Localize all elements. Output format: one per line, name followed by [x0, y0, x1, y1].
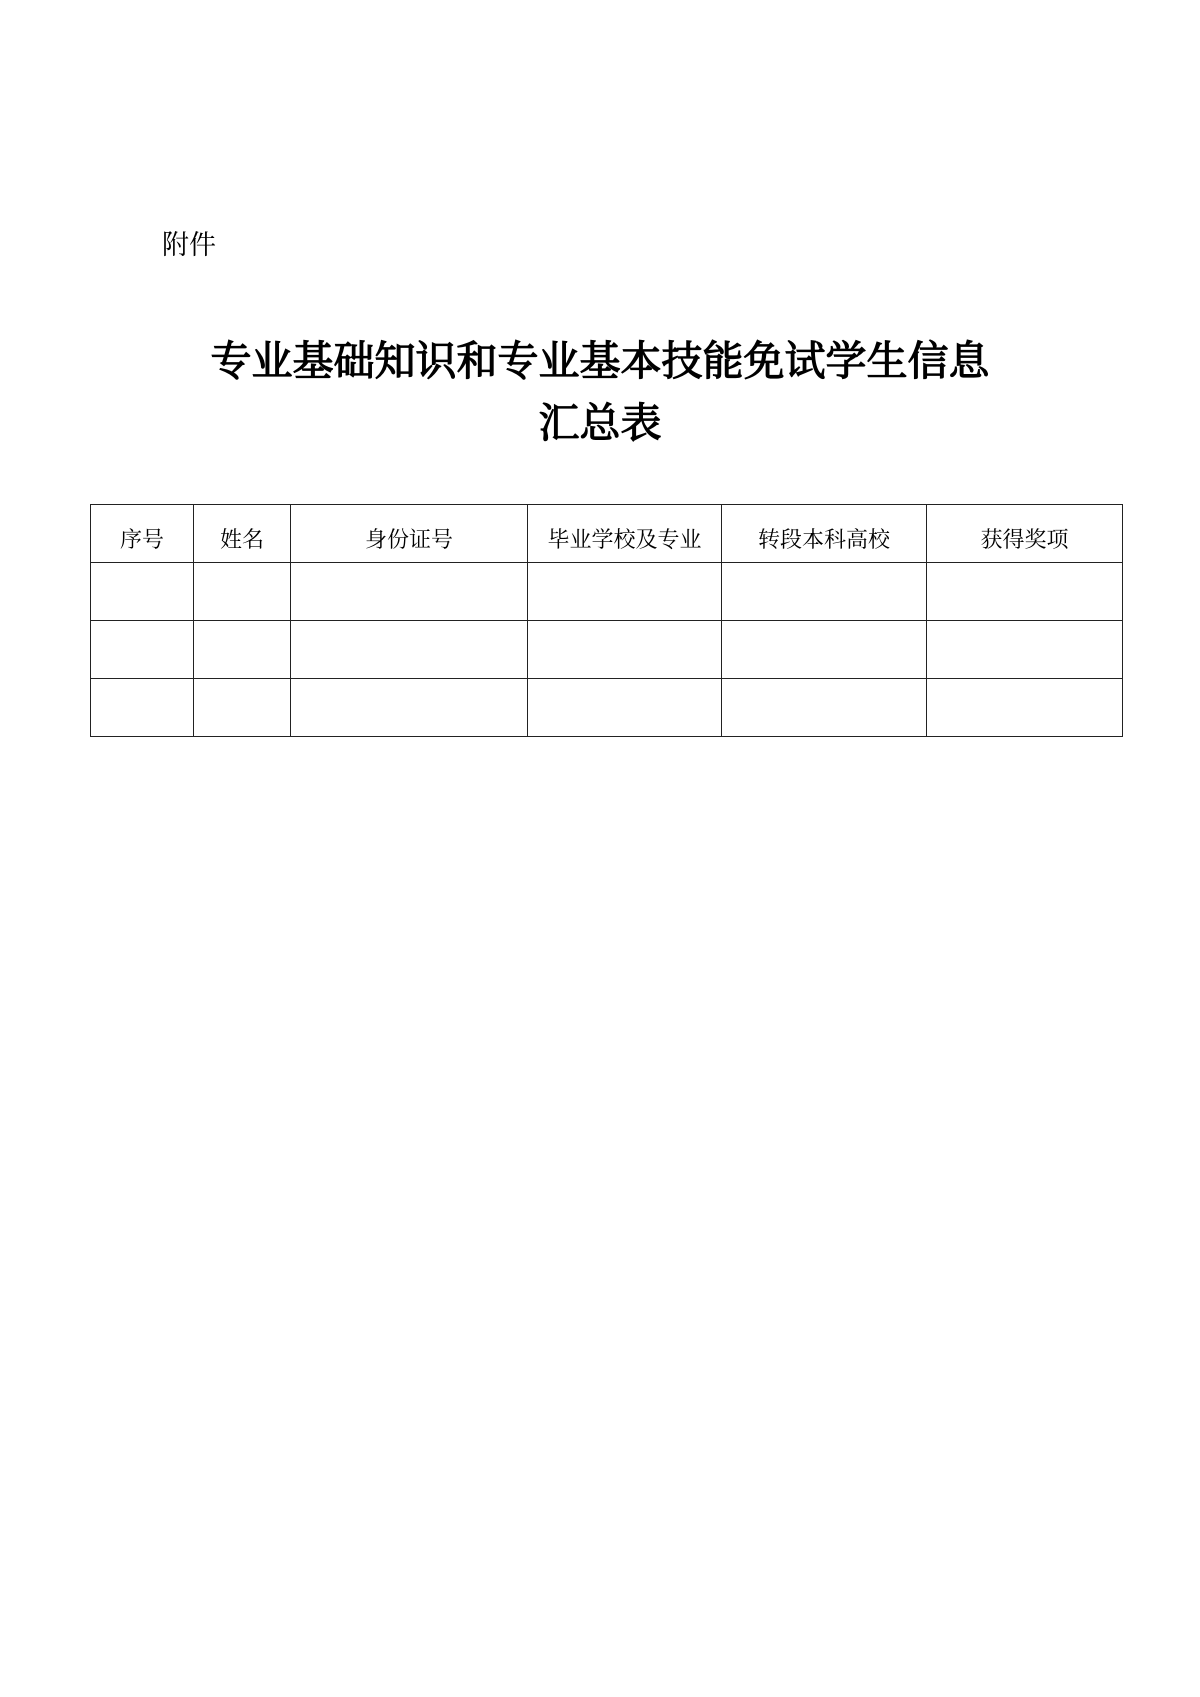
table-cell: [194, 621, 291, 679]
header-id-number: 身份证号: [291, 505, 528, 563]
table-cell: [528, 621, 722, 679]
table-cell: [722, 621, 927, 679]
table-header-row: [91, 505, 1123, 563]
table-cell: [722, 563, 927, 621]
header-school-and-major: 毕业学校及专业: [528, 505, 722, 563]
header-name: 姓名: [194, 505, 291, 563]
table-cell: [927, 563, 1123, 621]
table-cell: [291, 621, 528, 679]
table-cell: [91, 621, 194, 679]
table-cell: [194, 563, 291, 621]
header-transfer-university: 转段本科高校: [722, 505, 927, 563]
table-cell: [927, 679, 1123, 737]
table-cell: [91, 679, 194, 737]
student-info-table: [90, 504, 1123, 737]
table-cell: [927, 621, 1123, 679]
document-title-line-1: 专业基础知识和专业基本技能免试学生信息: [210, 337, 990, 385]
table-cell: [291, 679, 528, 737]
document-title-line-2: 汇总表: [538, 399, 662, 447]
table-cell: [528, 563, 722, 621]
table-cell: [194, 679, 291, 737]
header-serial-number: 序号: [91, 505, 194, 563]
table-cell: [291, 563, 528, 621]
document-title: [90, 330, 1110, 454]
table-row: [91, 679, 1123, 737]
header-awards: 获得奖项: [927, 505, 1123, 563]
table-row: [91, 621, 1123, 679]
table-cell: [528, 679, 722, 737]
table-cell: [722, 679, 927, 737]
table-row: [91, 563, 1123, 621]
attachment-label: 附件: [162, 230, 216, 261]
table-cell: [91, 563, 194, 621]
